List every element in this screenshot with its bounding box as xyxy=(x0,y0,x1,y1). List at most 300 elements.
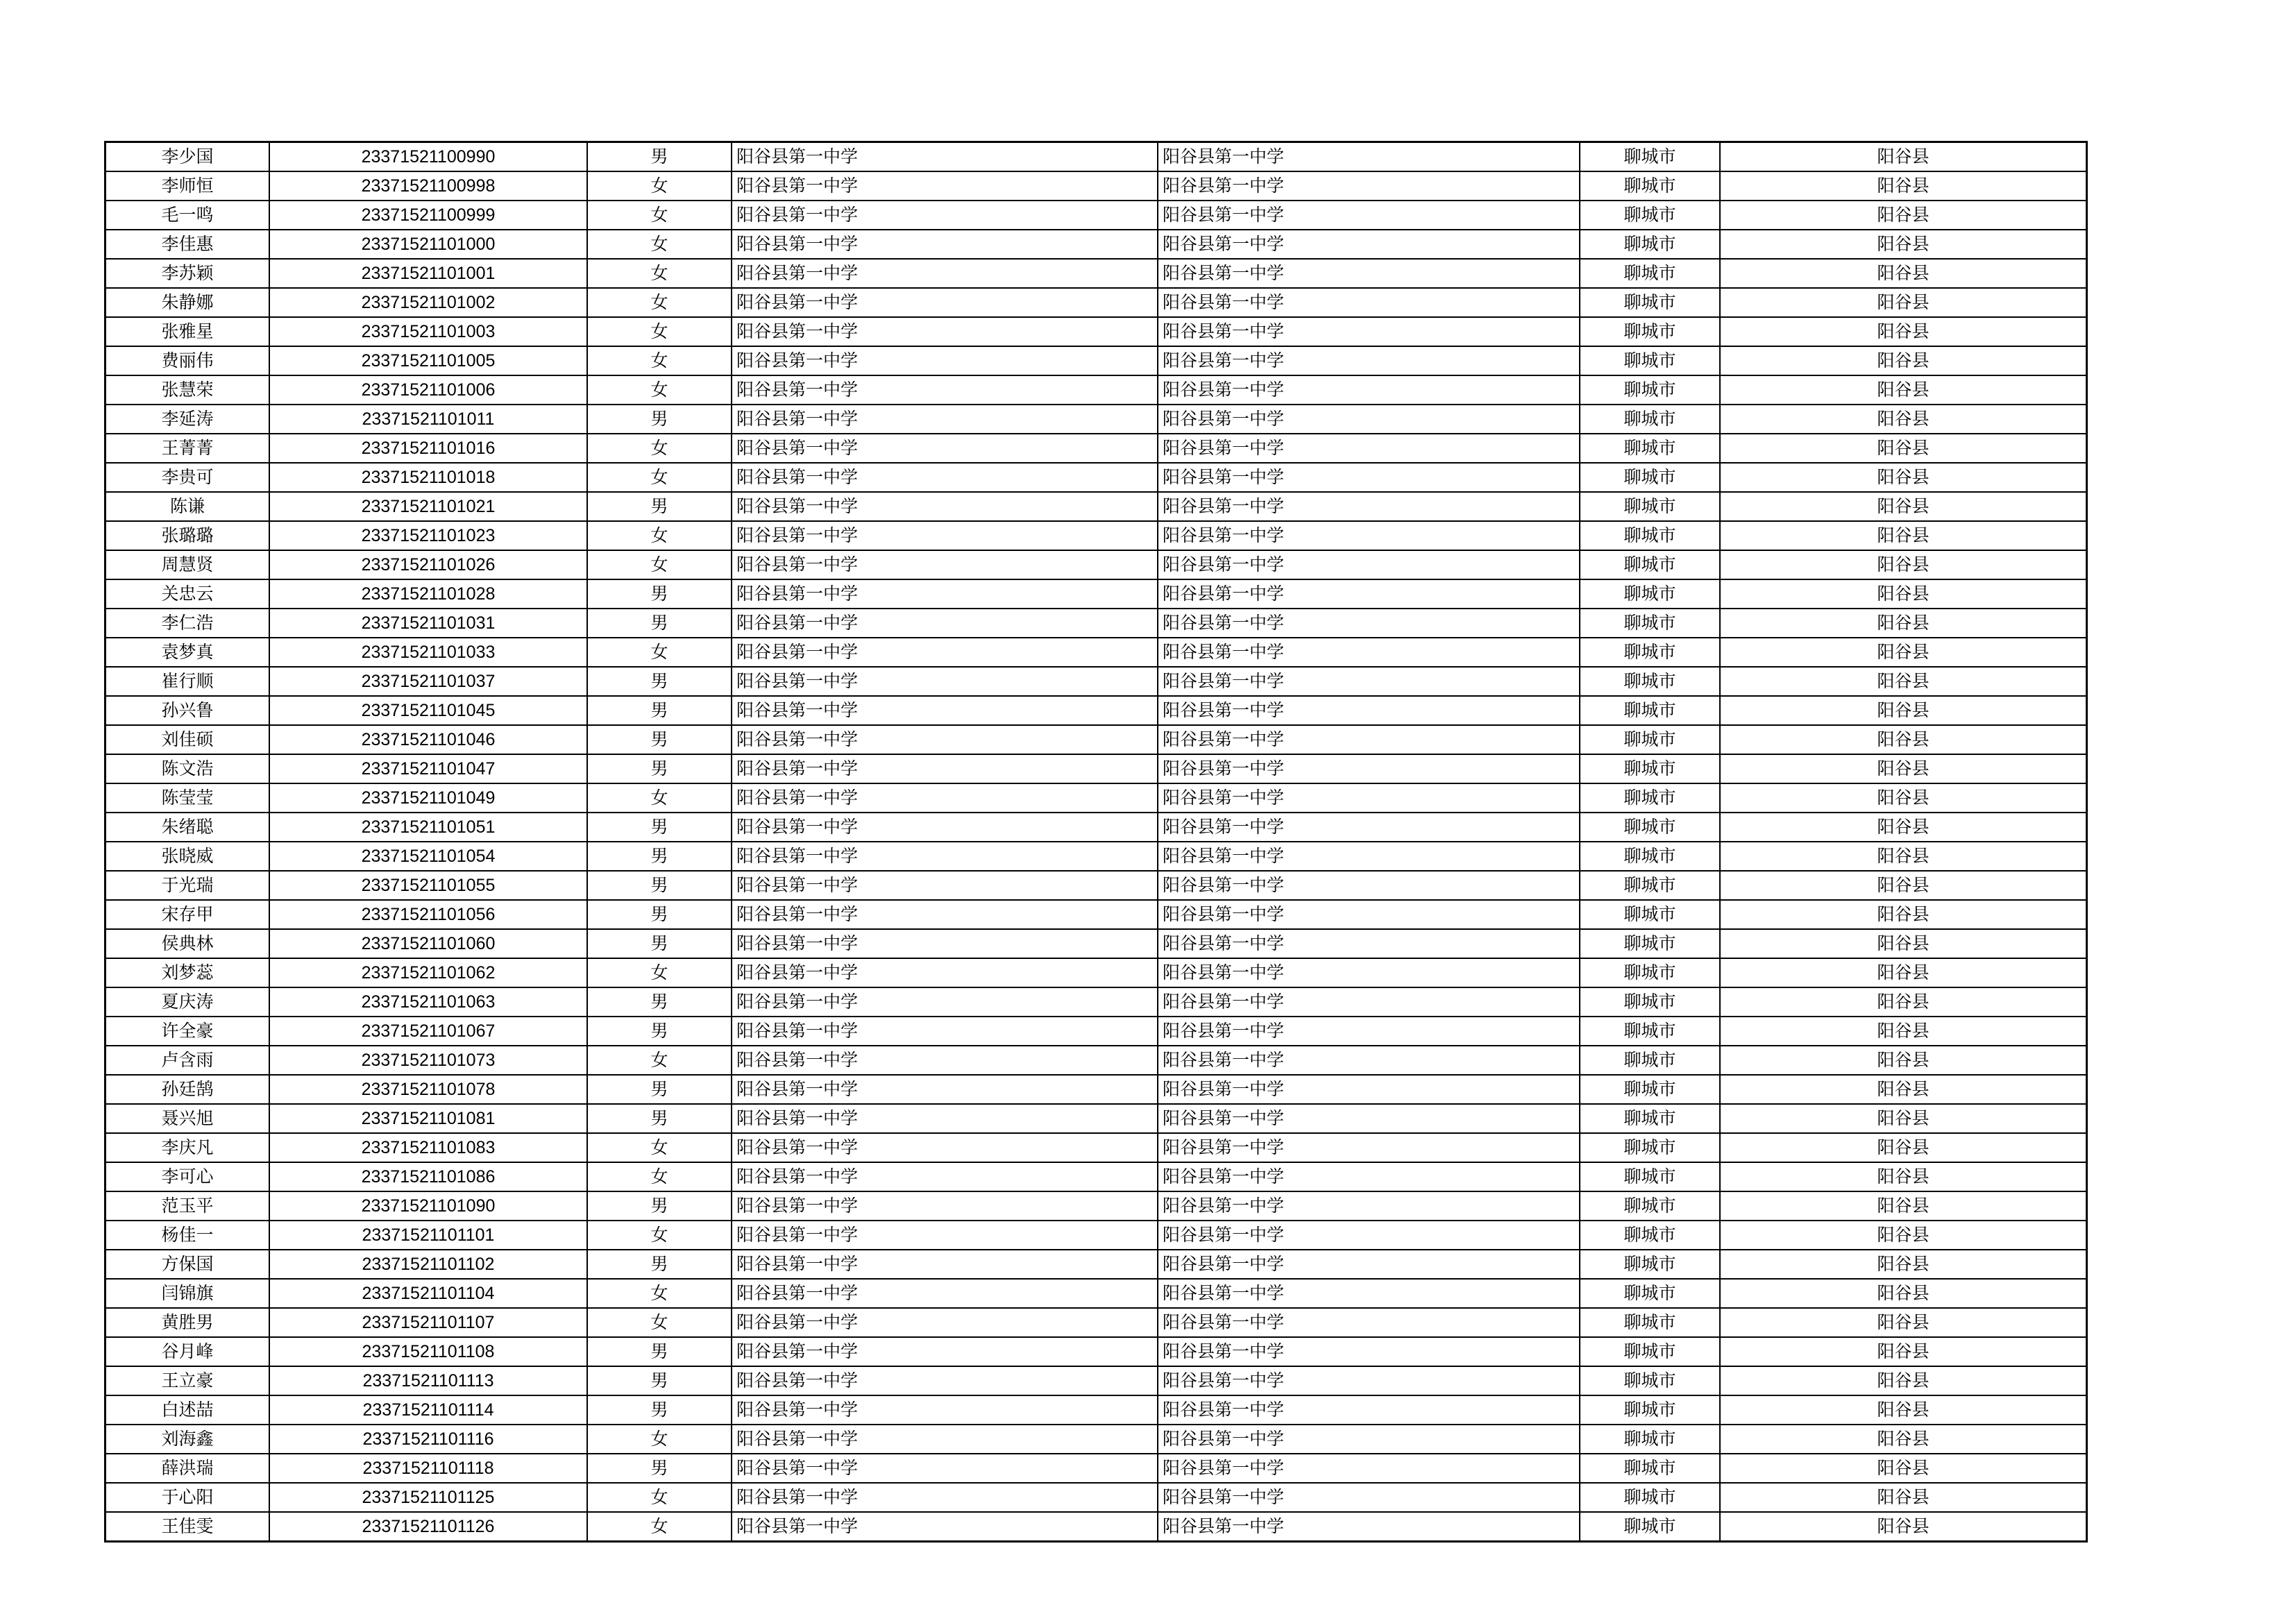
student-name-cell: 于光瑞 xyxy=(105,871,270,900)
county-cell: 阳谷县 xyxy=(1720,1075,2087,1104)
candidate-id-cell: 23371521101113 xyxy=(269,1366,587,1395)
candidate-id-cell: 23371521101055 xyxy=(269,871,587,900)
candidate-id-cell: 23371521101046 xyxy=(269,725,587,754)
student-name-cell: 王佳雯 xyxy=(105,1512,270,1542)
county-cell: 阳谷县 xyxy=(1720,871,2087,900)
school-cell: 阳谷县第一中学 xyxy=(732,259,1158,288)
city-cell: 聊城市 xyxy=(1580,1250,1720,1279)
exam-site-cell: 阳谷县第一中学 xyxy=(1158,1308,1580,1337)
gender-cell: 男 xyxy=(587,1366,732,1395)
table-row xyxy=(105,1133,2087,1162)
school-cell: 阳谷县第一中学 xyxy=(732,492,1158,521)
candidate-id-cell: 23371521100990 xyxy=(269,142,587,172)
student-name-cell: 李苏颖 xyxy=(105,259,270,288)
exam-site-cell: 阳谷县第一中学 xyxy=(1158,405,1580,434)
school-cell: 阳谷县第一中学 xyxy=(732,696,1158,725)
exam-site-cell: 阳谷县第一中学 xyxy=(1158,463,1580,492)
exam-site-cell: 阳谷县第一中学 xyxy=(1158,434,1580,463)
county-cell: 阳谷县 xyxy=(1720,288,2087,317)
table-row xyxy=(105,1337,2087,1366)
exam-site-cell: 阳谷县第一中学 xyxy=(1158,317,1580,346)
student-name-cell: 周慧贤 xyxy=(105,550,270,579)
city-cell: 聊城市 xyxy=(1580,521,1720,550)
candidate-id-cell: 23371521101016 xyxy=(269,434,587,463)
candidate-id-cell: 23371521101073 xyxy=(269,1046,587,1075)
county-cell: 阳谷县 xyxy=(1720,783,2087,813)
gender-cell: 女 xyxy=(587,1483,732,1512)
candidate-id-cell: 23371521101081 xyxy=(269,1104,587,1133)
candidate-id-cell: 23371521101062 xyxy=(269,958,587,987)
table-row xyxy=(105,1162,2087,1191)
table-row xyxy=(105,725,2087,754)
table-row xyxy=(105,842,2087,871)
exam-site-cell: 阳谷县第一中学 xyxy=(1158,754,1580,783)
gender-cell: 男 xyxy=(587,1191,732,1221)
county-cell: 阳谷县 xyxy=(1720,317,2087,346)
city-cell: 聊城市 xyxy=(1580,1104,1720,1133)
school-cell: 阳谷县第一中学 xyxy=(732,900,1158,929)
candidate-id-cell: 23371521101031 xyxy=(269,609,587,638)
exam-site-cell: 阳谷县第一中学 xyxy=(1158,230,1580,259)
exam-site-cell: 阳谷县第一中学 xyxy=(1158,579,1580,609)
student-name-cell: 张晓威 xyxy=(105,842,270,871)
gender-cell: 男 xyxy=(587,987,732,1017)
gender-cell: 女 xyxy=(587,1425,732,1454)
school-cell: 阳谷县第一中学 xyxy=(732,1395,1158,1425)
county-cell: 阳谷县 xyxy=(1720,667,2087,696)
gender-cell: 男 xyxy=(587,579,732,609)
table-row xyxy=(105,1279,2087,1308)
school-cell: 阳谷县第一中学 xyxy=(732,1075,1158,1104)
county-cell: 阳谷县 xyxy=(1720,1308,2087,1337)
exam-site-cell: 阳谷县第一中学 xyxy=(1158,1191,1580,1221)
city-cell: 聊城市 xyxy=(1580,783,1720,813)
exam-site-cell: 阳谷县第一中学 xyxy=(1158,142,1580,172)
gender-cell: 男 xyxy=(587,754,732,783)
candidate-id-cell: 23371521101056 xyxy=(269,900,587,929)
county-cell: 阳谷县 xyxy=(1720,550,2087,579)
city-cell: 聊城市 xyxy=(1580,609,1720,638)
city-cell: 聊城市 xyxy=(1580,987,1720,1017)
candidate-id-cell: 23371521101006 xyxy=(269,375,587,405)
city-cell: 聊城市 xyxy=(1580,1133,1720,1162)
table-row xyxy=(105,1483,2087,1512)
table-row xyxy=(105,667,2087,696)
school-cell: 阳谷县第一中学 xyxy=(732,1046,1158,1075)
student-name-cell: 谷月峰 xyxy=(105,1337,270,1366)
county-cell: 阳谷县 xyxy=(1720,1483,2087,1512)
student-name-cell: 范玉平 xyxy=(105,1191,270,1221)
exam-site-cell: 阳谷县第一中学 xyxy=(1158,1512,1580,1542)
city-cell: 聊城市 xyxy=(1580,1046,1720,1075)
table-row xyxy=(105,142,2087,172)
exam-site-cell: 阳谷县第一中学 xyxy=(1158,1221,1580,1250)
school-cell: 阳谷县第一中学 xyxy=(732,725,1158,754)
candidate-id-cell: 23371521101033 xyxy=(269,638,587,667)
school-cell: 阳谷县第一中学 xyxy=(732,1162,1158,1191)
school-cell: 阳谷县第一中学 xyxy=(732,609,1158,638)
gender-cell: 男 xyxy=(587,142,732,172)
exam-site-cell: 阳谷县第一中学 xyxy=(1158,1017,1580,1046)
school-cell: 阳谷县第一中学 xyxy=(732,638,1158,667)
student-name-cell: 陈文浩 xyxy=(105,754,270,783)
gender-cell: 女 xyxy=(587,463,732,492)
school-cell: 阳谷县第一中学 xyxy=(732,1337,1158,1366)
table-row xyxy=(105,1425,2087,1454)
county-cell: 阳谷县 xyxy=(1720,842,2087,871)
county-cell: 阳谷县 xyxy=(1720,1425,2087,1454)
student-name-cell: 陈谦 xyxy=(105,492,270,521)
city-cell: 聊城市 xyxy=(1580,1366,1720,1395)
county-cell: 阳谷县 xyxy=(1720,1221,2087,1250)
exam-site-cell: 阳谷县第一中学 xyxy=(1158,1133,1580,1162)
school-cell: 阳谷县第一中学 xyxy=(732,842,1158,871)
gender-cell: 男 xyxy=(587,1250,732,1279)
candidate-id-cell: 23371521101104 xyxy=(269,1279,587,1308)
student-name-cell: 孙廷鹄 xyxy=(105,1075,270,1104)
candidate-id-cell: 23371521101107 xyxy=(269,1308,587,1337)
county-cell: 阳谷县 xyxy=(1720,1104,2087,1133)
gender-cell: 男 xyxy=(587,1104,732,1133)
exam-site-cell: 阳谷县第一中学 xyxy=(1158,958,1580,987)
candidate-id-cell: 23371521101047 xyxy=(269,754,587,783)
exam-site-cell: 阳谷县第一中学 xyxy=(1158,725,1580,754)
table-row xyxy=(105,434,2087,463)
county-cell: 阳谷县 xyxy=(1720,1133,2087,1162)
candidate-id-cell: 23371521101011 xyxy=(269,405,587,434)
candidate-id-cell: 23371521101102 xyxy=(269,1250,587,1279)
city-cell: 聊城市 xyxy=(1580,201,1720,230)
candidate-id-cell: 23371521101060 xyxy=(269,929,587,958)
student-name-cell: 费丽伟 xyxy=(105,346,270,375)
exam-site-cell: 阳谷县第一中学 xyxy=(1158,783,1580,813)
student-name-cell: 李延涛 xyxy=(105,405,270,434)
city-cell: 聊城市 xyxy=(1580,230,1720,259)
city-cell: 聊城市 xyxy=(1580,813,1720,842)
candidate-id-cell: 23371521100999 xyxy=(269,201,587,230)
exam-site-cell: 阳谷县第一中学 xyxy=(1158,609,1580,638)
table-row xyxy=(105,346,2087,375)
exam-site-cell: 阳谷县第一中学 xyxy=(1158,1395,1580,1425)
table-row xyxy=(105,1075,2087,1104)
school-cell: 阳谷县第一中学 xyxy=(732,1104,1158,1133)
exam-site-cell: 阳谷县第一中学 xyxy=(1158,1454,1580,1483)
student-name-cell: 张雅星 xyxy=(105,317,270,346)
county-cell: 阳谷县 xyxy=(1720,1017,2087,1046)
gender-cell: 女 xyxy=(587,521,732,550)
school-cell: 阳谷县第一中学 xyxy=(732,1221,1158,1250)
table-row xyxy=(105,900,2087,929)
gender-cell: 女 xyxy=(587,1133,732,1162)
table-row xyxy=(105,171,2087,201)
exam-site-cell: 阳谷县第一中学 xyxy=(1158,1075,1580,1104)
table-row xyxy=(105,958,2087,987)
exam-site-cell: 阳谷县第一中学 xyxy=(1158,929,1580,958)
school-cell: 阳谷县第一中学 xyxy=(732,1250,1158,1279)
exam-site-cell: 阳谷县第一中学 xyxy=(1158,1279,1580,1308)
candidate-id-cell: 23371521101067 xyxy=(269,1017,587,1046)
city-cell: 聊城市 xyxy=(1580,1454,1720,1483)
table-row xyxy=(105,1017,2087,1046)
school-cell: 阳谷县第一中学 xyxy=(732,579,1158,609)
candidate-id-cell: 23371521100998 xyxy=(269,171,587,201)
city-cell: 聊城市 xyxy=(1580,638,1720,667)
city-cell: 聊城市 xyxy=(1580,171,1720,201)
gender-cell: 女 xyxy=(587,259,732,288)
student-name-cell: 陈莹莹 xyxy=(105,783,270,813)
school-cell: 阳谷县第一中学 xyxy=(732,1279,1158,1308)
table-row xyxy=(105,521,2087,550)
exam-site-cell: 阳谷县第一中学 xyxy=(1158,375,1580,405)
city-cell: 聊城市 xyxy=(1580,579,1720,609)
candidate-id-cell: 23371521101118 xyxy=(269,1454,587,1483)
student-name-cell: 袁梦真 xyxy=(105,638,270,667)
school-cell: 阳谷县第一中学 xyxy=(732,813,1158,842)
county-cell: 阳谷县 xyxy=(1720,1512,2087,1542)
gender-cell: 男 xyxy=(587,842,732,871)
student-name-cell: 朱绪聪 xyxy=(105,813,270,842)
gender-cell: 男 xyxy=(587,405,732,434)
exam-site-cell: 阳谷县第一中学 xyxy=(1158,346,1580,375)
table-row xyxy=(105,1191,2087,1221)
candidate-id-cell: 23371521101045 xyxy=(269,696,587,725)
county-cell: 阳谷县 xyxy=(1720,1366,2087,1395)
student-name-cell: 许全豪 xyxy=(105,1017,270,1046)
county-cell: 阳谷县 xyxy=(1720,1279,2087,1308)
gender-cell: 男 xyxy=(587,667,732,696)
county-cell: 阳谷县 xyxy=(1720,521,2087,550)
table-row xyxy=(105,638,2087,667)
city-cell: 聊城市 xyxy=(1580,463,1720,492)
school-cell: 阳谷县第一中学 xyxy=(732,288,1158,317)
exam-site-cell: 阳谷县第一中学 xyxy=(1158,987,1580,1017)
student-name-cell: 白述喆 xyxy=(105,1395,270,1425)
student-name-cell: 刘梦蕊 xyxy=(105,958,270,987)
gender-cell: 女 xyxy=(587,317,732,346)
exam-site-cell: 阳谷县第一中学 xyxy=(1158,813,1580,842)
city-cell: 聊城市 xyxy=(1580,1512,1720,1542)
school-cell: 阳谷县第一中学 xyxy=(732,1133,1158,1162)
table-row xyxy=(105,201,2087,230)
table-row xyxy=(105,1104,2087,1133)
county-cell: 阳谷县 xyxy=(1720,405,2087,434)
school-cell: 阳谷县第一中学 xyxy=(732,1366,1158,1395)
exam-site-cell: 阳谷县第一中学 xyxy=(1158,201,1580,230)
county-cell: 阳谷县 xyxy=(1720,259,2087,288)
exam-site-cell: 阳谷县第一中学 xyxy=(1158,696,1580,725)
city-cell: 聊城市 xyxy=(1580,1075,1720,1104)
candidate-id-cell: 23371521101090 xyxy=(269,1191,587,1221)
county-cell: 阳谷县 xyxy=(1720,463,2087,492)
gender-cell: 男 xyxy=(587,1017,732,1046)
roster-table xyxy=(104,141,2088,1543)
table-row xyxy=(105,929,2087,958)
candidate-id-cell: 23371521101114 xyxy=(269,1395,587,1425)
city-cell: 聊城市 xyxy=(1580,900,1720,929)
city-cell: 聊城市 xyxy=(1580,871,1720,900)
student-name-cell: 刘佳硕 xyxy=(105,725,270,754)
exam-site-cell: 阳谷县第一中学 xyxy=(1158,1337,1580,1366)
candidate-id-cell: 23371521101108 xyxy=(269,1337,587,1366)
exam-site-cell: 阳谷县第一中学 xyxy=(1158,259,1580,288)
exam-site-cell: 阳谷县第一中学 xyxy=(1158,1366,1580,1395)
county-cell: 阳谷县 xyxy=(1720,1191,2087,1221)
county-cell: 阳谷县 xyxy=(1720,609,2087,638)
gender-cell: 女 xyxy=(587,288,732,317)
student-name-cell: 黄胜男 xyxy=(105,1308,270,1337)
city-cell: 聊城市 xyxy=(1580,1162,1720,1191)
table-row xyxy=(105,754,2087,783)
student-name-cell: 张慧荣 xyxy=(105,375,270,405)
gender-cell: 女 xyxy=(587,201,732,230)
school-cell: 阳谷县第一中学 xyxy=(732,1512,1158,1542)
city-cell: 聊城市 xyxy=(1580,1279,1720,1308)
school-cell: 阳谷县第一中学 xyxy=(732,201,1158,230)
school-cell: 阳谷县第一中学 xyxy=(732,1191,1158,1221)
city-cell: 聊城市 xyxy=(1580,492,1720,521)
candidate-id-cell: 23371521101028 xyxy=(269,579,587,609)
student-name-cell: 聂兴旭 xyxy=(105,1104,270,1133)
student-name-cell: 夏庆涛 xyxy=(105,987,270,1017)
candidate-id-cell: 23371521101054 xyxy=(269,842,587,871)
gender-cell: 女 xyxy=(587,171,732,201)
city-cell: 聊城市 xyxy=(1580,958,1720,987)
exam-site-cell: 阳谷县第一中学 xyxy=(1158,667,1580,696)
city-cell: 聊城市 xyxy=(1580,725,1720,754)
gender-cell: 男 xyxy=(587,725,732,754)
table-row xyxy=(105,463,2087,492)
city-cell: 聊城市 xyxy=(1580,1017,1720,1046)
city-cell: 聊城市 xyxy=(1580,375,1720,405)
school-cell: 阳谷县第一中学 xyxy=(732,783,1158,813)
table-row xyxy=(105,987,2087,1017)
city-cell: 聊城市 xyxy=(1580,346,1720,375)
table-row xyxy=(105,230,2087,259)
student-name-cell: 孙兴鲁 xyxy=(105,696,270,725)
city-cell: 聊城市 xyxy=(1580,1221,1720,1250)
school-cell: 阳谷县第一中学 xyxy=(732,405,1158,434)
table-row xyxy=(105,579,2087,609)
county-cell: 阳谷县 xyxy=(1720,1250,2087,1279)
student-name-cell: 崔行顺 xyxy=(105,667,270,696)
table-row xyxy=(105,1250,2087,1279)
school-cell: 阳谷县第一中学 xyxy=(732,667,1158,696)
student-name-cell: 于心阳 xyxy=(105,1483,270,1512)
candidate-id-cell: 23371521101101 xyxy=(269,1221,587,1250)
student-name-cell: 李仁浩 xyxy=(105,609,270,638)
gender-cell: 女 xyxy=(587,1279,732,1308)
exam-site-cell: 阳谷县第一中学 xyxy=(1158,288,1580,317)
school-cell: 阳谷县第一中学 xyxy=(732,1454,1158,1483)
county-cell: 阳谷县 xyxy=(1720,1337,2087,1366)
candidate-id-cell: 23371521101083 xyxy=(269,1133,587,1162)
county-cell: 阳谷县 xyxy=(1720,201,2087,230)
city-cell: 聊城市 xyxy=(1580,317,1720,346)
table-row xyxy=(105,696,2087,725)
school-cell: 阳谷县第一中学 xyxy=(732,346,1158,375)
school-cell: 阳谷县第一中学 xyxy=(732,754,1158,783)
gender-cell: 女 xyxy=(587,638,732,667)
gender-cell: 女 xyxy=(587,550,732,579)
exam-site-cell: 阳谷县第一中学 xyxy=(1158,1046,1580,1075)
city-cell: 聊城市 xyxy=(1580,288,1720,317)
gender-cell: 女 xyxy=(587,1162,732,1191)
county-cell: 阳谷县 xyxy=(1720,375,2087,405)
school-cell: 阳谷县第一中学 xyxy=(732,550,1158,579)
city-cell: 聊城市 xyxy=(1580,142,1720,172)
table-row xyxy=(105,1046,2087,1075)
gender-cell: 男 xyxy=(587,1395,732,1425)
student-name-cell: 李少国 xyxy=(105,142,270,172)
gender-cell: 女 xyxy=(587,346,732,375)
city-cell: 聊城市 xyxy=(1580,1308,1720,1337)
table-row xyxy=(105,1308,2087,1337)
city-cell: 聊城市 xyxy=(1580,929,1720,958)
county-cell: 阳谷县 xyxy=(1720,434,2087,463)
gender-cell: 男 xyxy=(587,1337,732,1366)
student-name-cell: 王菁菁 xyxy=(105,434,270,463)
city-cell: 聊城市 xyxy=(1580,1395,1720,1425)
student-name-cell: 李可心 xyxy=(105,1162,270,1191)
county-cell: 阳谷县 xyxy=(1720,958,2087,987)
candidate-id-cell: 23371521101037 xyxy=(269,667,587,696)
city-cell: 聊城市 xyxy=(1580,1425,1720,1454)
student-name-cell: 卢含雨 xyxy=(105,1046,270,1075)
school-cell: 阳谷县第一中学 xyxy=(732,521,1158,550)
table-row xyxy=(105,813,2087,842)
table-row xyxy=(105,550,2087,579)
student-name-cell: 李师恒 xyxy=(105,171,270,201)
roster-table-body xyxy=(105,142,2087,1542)
exam-site-cell: 阳谷县第一中学 xyxy=(1158,900,1580,929)
gender-cell: 男 xyxy=(587,929,732,958)
exam-site-cell: 阳谷县第一中学 xyxy=(1158,1425,1580,1454)
exam-site-cell: 阳谷县第一中学 xyxy=(1158,550,1580,579)
school-cell: 阳谷县第一中学 xyxy=(732,871,1158,900)
school-cell: 阳谷县第一中学 xyxy=(732,171,1158,201)
student-name-cell: 宋存甲 xyxy=(105,900,270,929)
student-name-cell: 方保国 xyxy=(105,1250,270,1279)
city-cell: 聊城市 xyxy=(1580,842,1720,871)
exam-site-cell: 阳谷县第一中学 xyxy=(1158,1483,1580,1512)
candidate-id-cell: 23371521101003 xyxy=(269,317,587,346)
table-row xyxy=(105,1221,2087,1250)
county-cell: 阳谷县 xyxy=(1720,1395,2087,1425)
school-cell: 阳谷县第一中学 xyxy=(732,375,1158,405)
candidate-id-cell: 23371521101049 xyxy=(269,783,587,813)
student-name-cell: 李贵可 xyxy=(105,463,270,492)
exam-site-cell: 阳谷县第一中学 xyxy=(1158,842,1580,871)
student-name-cell: 闫锦旗 xyxy=(105,1279,270,1308)
city-cell: 聊城市 xyxy=(1580,1191,1720,1221)
candidate-id-cell: 23371521101078 xyxy=(269,1075,587,1104)
table-row xyxy=(105,609,2087,638)
student-name-cell: 毛一鸣 xyxy=(105,201,270,230)
school-cell: 阳谷县第一中学 xyxy=(732,230,1158,259)
county-cell: 阳谷县 xyxy=(1720,638,2087,667)
exam-site-cell: 阳谷县第一中学 xyxy=(1158,1162,1580,1191)
table-row xyxy=(105,405,2087,434)
school-cell: 阳谷县第一中学 xyxy=(732,929,1158,958)
gender-cell: 男 xyxy=(587,696,732,725)
city-cell: 聊城市 xyxy=(1580,696,1720,725)
table-row xyxy=(105,1395,2087,1425)
student-name-cell: 刘海鑫 xyxy=(105,1425,270,1454)
table-row xyxy=(105,317,2087,346)
student-name-cell: 王立豪 xyxy=(105,1366,270,1395)
student-name-cell: 侯典林 xyxy=(105,929,270,958)
school-cell: 阳谷县第一中学 xyxy=(732,463,1158,492)
